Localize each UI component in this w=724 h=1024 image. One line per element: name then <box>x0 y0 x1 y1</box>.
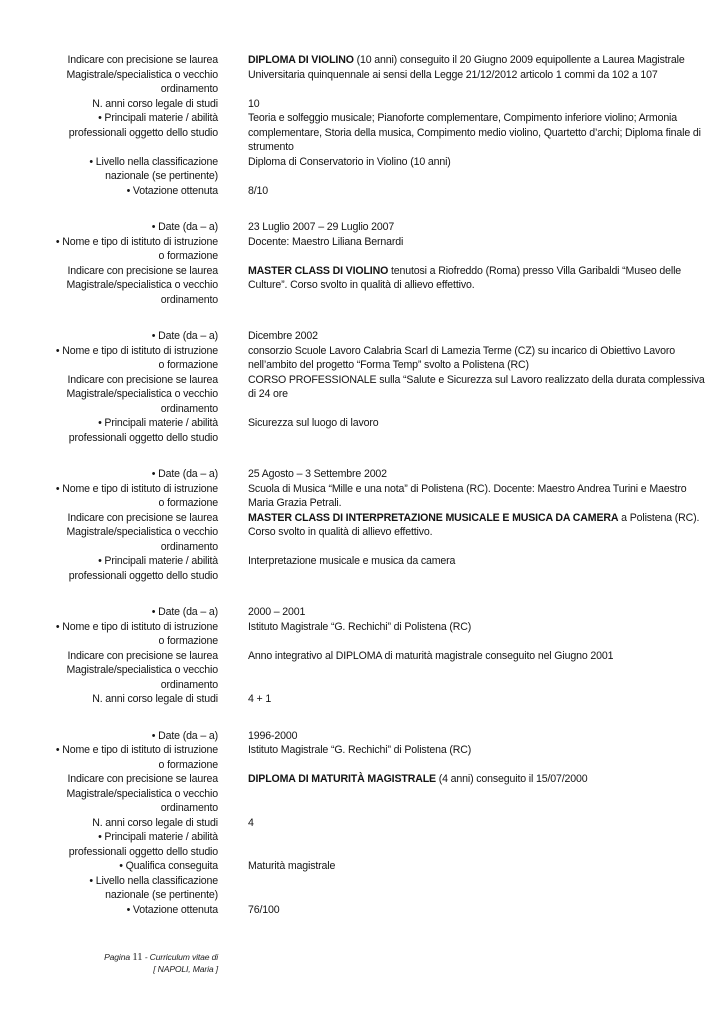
field-value <box>248 605 706 620</box>
field-value <box>248 155 706 184</box>
education-entry <box>0 220 724 307</box>
field-value <box>248 620 706 649</box>
field-value-text: 23 Luglio 2007 – 29 Luglio 2007 <box>248 221 395 233</box>
field-value-text: Istituto Magistrale “G. Rechichi” di Polistena (RC) <box>248 620 472 633</box>
field-value-text: 4 <box>248 816 254 829</box>
field-label <box>0 97 218 112</box>
cv-education-section <box>0 53 724 917</box>
field-label-line: o formazione <box>158 497 218 509</box>
entry-row <box>0 111 724 155</box>
field-label-line: Indicare con precisione se laurea <box>67 373 218 386</box>
education-entry <box>0 605 724 707</box>
field-label <box>0 903 218 918</box>
field-value <box>248 903 706 918</box>
field-label <box>0 329 218 344</box>
field-label-line: • Qualifica conseguita <box>119 860 218 872</box>
entry-row <box>0 903 724 918</box>
field-value <box>248 264 706 308</box>
field-value-text: tenutosi a Riofreddo (Roma) presso Villa Garibaldi “Museo delle Culture”. Corso svolto in qualità di allievo effettivo. <box>248 264 682 291</box>
field-value-text: 10 <box>248 97 260 110</box>
field-label-line: nazionale (se pertinente) <box>105 889 218 901</box>
footer-suffix: - Curriculum vitae di <box>142 952 218 962</box>
field-label <box>0 511 218 555</box>
field-value-text: Istituto Magistrale “G. Rechichi” di Polistena (RC) <box>248 744 472 756</box>
entry-row <box>0 344 724 373</box>
entry-row <box>0 53 724 97</box>
entry-row <box>0 605 724 620</box>
field-label-line: professionali oggetto dello studio <box>68 569 218 582</box>
field-value-bold: MASTER CLASS DI VIOLINO <box>248 264 389 277</box>
field-label-line: N. anni corso legale di studi <box>92 97 218 110</box>
field-value <box>248 649 706 693</box>
field-label <box>0 235 218 264</box>
field-label <box>0 772 218 816</box>
field-value <box>248 816 706 831</box>
field-label <box>0 830 218 859</box>
field-label <box>0 743 218 772</box>
entry-row <box>0 467 724 482</box>
field-label <box>0 692 218 707</box>
entry-row <box>0 772 724 816</box>
field-label <box>0 859 218 874</box>
field-label-line: • Date (da – a) <box>151 606 218 618</box>
field-label-line: professionali oggetto dello studio <box>68 431 218 444</box>
field-label <box>0 220 218 235</box>
field-label-line: Magistrale/specialistica o vecchio <box>66 388 218 400</box>
field-label-line: • Nome e tipo di istituto di istruzione <box>55 235 218 248</box>
field-value-text: Sicurezza sul luogo di lavoro <box>248 417 379 429</box>
field-label <box>0 467 218 482</box>
field-value-text: (10 anni) conseguito il 20 Giugno 2009 equipollente a Laurea Magistrale Universitaria quinquennale ai sensi della Legge 21/12/2012 articolo 1 commi da 102 a 107 <box>248 54 685 81</box>
field-label-line: Magistrale/specialistica o vecchio <box>66 68 218 81</box>
field-label-line: • Nome e tipo di istituto di istruzione <box>55 620 218 633</box>
field-label-line: Magistrale/specialistica o vecchio <box>66 787 218 800</box>
field-label-line: Indicare con precisione se laurea <box>67 54 218 66</box>
entry-row <box>0 373 724 417</box>
field-label-line: • Livello nella classificazione <box>89 155 218 168</box>
field-value-text: 25 Agosto – 3 Settembre 2002 <box>248 468 387 480</box>
page-footer <box>0 951 218 975</box>
field-value-text: Diploma di Conservatorio in Violino (10 anni) <box>248 155 451 168</box>
field-label <box>0 416 218 445</box>
field-value-text: Docente: Maestro Liliana Bernardi <box>248 235 404 248</box>
field-value <box>248 373 706 417</box>
field-label <box>0 373 218 417</box>
entry-row <box>0 97 724 112</box>
field-label-line: o formazione <box>158 635 218 647</box>
field-value <box>248 416 706 445</box>
field-label-line: Indicare con precisione se laurea <box>67 511 218 524</box>
entry-row <box>0 743 724 772</box>
field-label-line: ordinamento <box>160 540 218 553</box>
field-label-line: Indicare con precisione se laurea <box>67 264 218 277</box>
field-label-line: • Principali materie / abilità <box>98 555 218 567</box>
field-value-text: 8/10 <box>248 184 269 197</box>
entry-row <box>0 874 724 903</box>
field-value-text: Anno integrativo al DIPLOMA di maturità magistrale conseguito nel Giugno 2001 <box>248 649 614 662</box>
field-label <box>0 264 218 308</box>
page-number: 11 <box>132 951 143 963</box>
field-label <box>0 155 218 184</box>
field-label <box>0 874 218 903</box>
field-label-line: ordinamento <box>160 402 218 415</box>
field-value-text: consorzio Scuole Lavoro Calabria Scarl di Lamezia Terme (CZ) su incarico di Obiettivo Lavoro nell’ambito del progetto “Forma Temp” svolto a Polistena (RC) <box>248 344 676 371</box>
field-value <box>248 772 706 816</box>
field-label <box>0 816 218 831</box>
field-label <box>0 111 218 155</box>
field-label-line: • Date (da – a) <box>151 221 218 233</box>
footer-name: [ NAPOLI, Maria ] <box>153 964 218 974</box>
education-entry <box>0 467 724 583</box>
field-value-text: Scuola di Musica “Mille e una nota” di Polistena (RC). Docente: Maestro Andrea Turini e Maestro Maria Grazia Petrali. <box>248 482 687 509</box>
field-label-line: Indicare con precisione se laurea <box>67 649 218 662</box>
entry-row <box>0 649 724 693</box>
entry-row <box>0 220 724 235</box>
field-label <box>0 554 218 583</box>
education-entry <box>0 729 724 918</box>
field-value <box>248 511 706 555</box>
field-value-text: a Polistena (RC). Corso svolto in qualità di allievo effettivo. <box>248 511 700 538</box>
entry-row <box>0 830 724 859</box>
field-value <box>248 235 706 264</box>
field-value-text: Interpretazione musicale e musica da camera <box>248 555 456 567</box>
field-label-line: • Livello nella classificazione <box>89 874 218 887</box>
field-value-bold: DIPLOMA DI MATURITÀ MAGISTRALE <box>248 773 436 785</box>
field-value-text: CORSO PROFESSIONALE sulla “Salute e Sicurezza sul Lavoro realizzato della durata complessiva di 24 ore <box>248 373 705 400</box>
entry-row <box>0 859 724 874</box>
field-label-line: • Votazione ottenuta <box>126 184 218 197</box>
field-value-bold: DIPLOMA DI VIOLINO <box>248 54 354 66</box>
entry-row <box>0 620 724 649</box>
field-value <box>248 53 706 97</box>
field-label-line: • Principali materie / abilità <box>98 831 218 843</box>
field-label-line: ordinamento <box>160 293 218 306</box>
entry-row <box>0 511 724 555</box>
entry-row <box>0 184 724 199</box>
field-value <box>248 830 706 859</box>
field-label <box>0 649 218 693</box>
field-label <box>0 184 218 199</box>
field-value <box>248 692 706 707</box>
field-value-text: Maturità magistrale <box>248 860 336 872</box>
field-label-line: Magistrale/specialistica o vecchio <box>66 279 218 291</box>
field-label-line: Magistrale/specialistica o vecchio <box>66 664 218 676</box>
field-value <box>248 97 706 112</box>
field-value <box>248 220 706 235</box>
field-value-text: 4 + 1 <box>248 693 272 705</box>
field-label-line: • Votazione ottenuta <box>126 903 218 916</box>
field-label-line: professionali oggetto dello studio <box>68 126 218 139</box>
field-label-line: • Principali materie / abilità <box>98 112 218 124</box>
field-label-line: • Nome e tipo di istituto di istruzione <box>55 482 218 495</box>
field-label-line: • Nome e tipo di istituto di istruzione <box>55 744 218 756</box>
entry-row <box>0 416 724 445</box>
field-label-line: N. anni corso legale di studi <box>92 816 218 829</box>
field-label-line: Indicare con precisione se laurea <box>67 773 218 785</box>
field-label <box>0 482 218 511</box>
entry-row <box>0 329 724 344</box>
field-value <box>248 344 706 373</box>
field-label-line: • Date (da – a) <box>151 330 218 342</box>
field-value <box>248 482 706 511</box>
field-label <box>0 344 218 373</box>
entry-row <box>0 554 724 583</box>
field-value <box>248 729 706 744</box>
field-label-line: nazionale (se pertinente) <box>105 170 218 182</box>
field-value <box>248 111 706 155</box>
field-value <box>248 859 706 874</box>
field-label <box>0 729 218 744</box>
field-value-text: (4 anni) conseguito il 15/07/2000 <box>435 773 588 785</box>
field-value <box>248 329 706 344</box>
field-label-line: N. anni corso legale di studi <box>92 693 218 705</box>
field-label-line: o formazione <box>158 359 218 371</box>
entry-row <box>0 155 724 184</box>
field-value-text: Teoria e solfeggio musicale; Pianoforte complementare, Compimento inferiore violino; Armonia complementare, Storia della musica, Compimento medio violino, Quartetto d’archi; Diploma finale di strumento <box>248 112 701 153</box>
education-entry <box>0 329 724 445</box>
entry-row <box>0 482 724 511</box>
field-value-bold: MASTER CLASS DI INTERPRETAZIONE MUSICALE E MUSICA DA CAMERA <box>248 511 619 524</box>
field-label-line: Magistrale/specialistica o vecchio <box>66 526 218 538</box>
field-value <box>248 743 706 772</box>
entry-row <box>0 692 724 707</box>
field-value <box>248 467 706 482</box>
field-label-line: ordinamento <box>160 802 218 814</box>
field-value-text: 2000 – 2001 <box>248 606 306 618</box>
education-entry <box>0 53 724 198</box>
field-label-line: ordinamento <box>160 678 218 691</box>
field-label-line: ordinamento <box>160 83 218 95</box>
field-value <box>248 554 706 583</box>
footer-page-line <box>0 951 218 963</box>
field-label-line: • Date (da – a) <box>151 468 218 480</box>
field-label-line: • Nome e tipo di istituto di istruzione <box>55 344 218 357</box>
entry-row <box>0 235 724 264</box>
field-value-text: Dicembre 2002 <box>248 330 318 342</box>
field-label-line: professionali oggetto dello studio <box>68 845 218 858</box>
field-value-text: 1996-2000 <box>248 729 298 742</box>
entry-row <box>0 264 724 308</box>
field-value <box>248 184 706 199</box>
field-label <box>0 620 218 649</box>
field-value-text: 76/100 <box>248 903 280 916</box>
field-label-line: o formazione <box>158 250 218 262</box>
footer-prefix: Pagina <box>104 952 133 962</box>
field-label <box>0 53 218 97</box>
field-label-line: • Principali materie / abilità <box>98 417 218 429</box>
field-label <box>0 605 218 620</box>
field-value <box>248 874 706 903</box>
entry-row <box>0 729 724 744</box>
entry-row <box>0 816 724 831</box>
field-label-line: • Date (da – a) <box>151 729 218 742</box>
field-label-line: o formazione <box>158 758 218 771</box>
